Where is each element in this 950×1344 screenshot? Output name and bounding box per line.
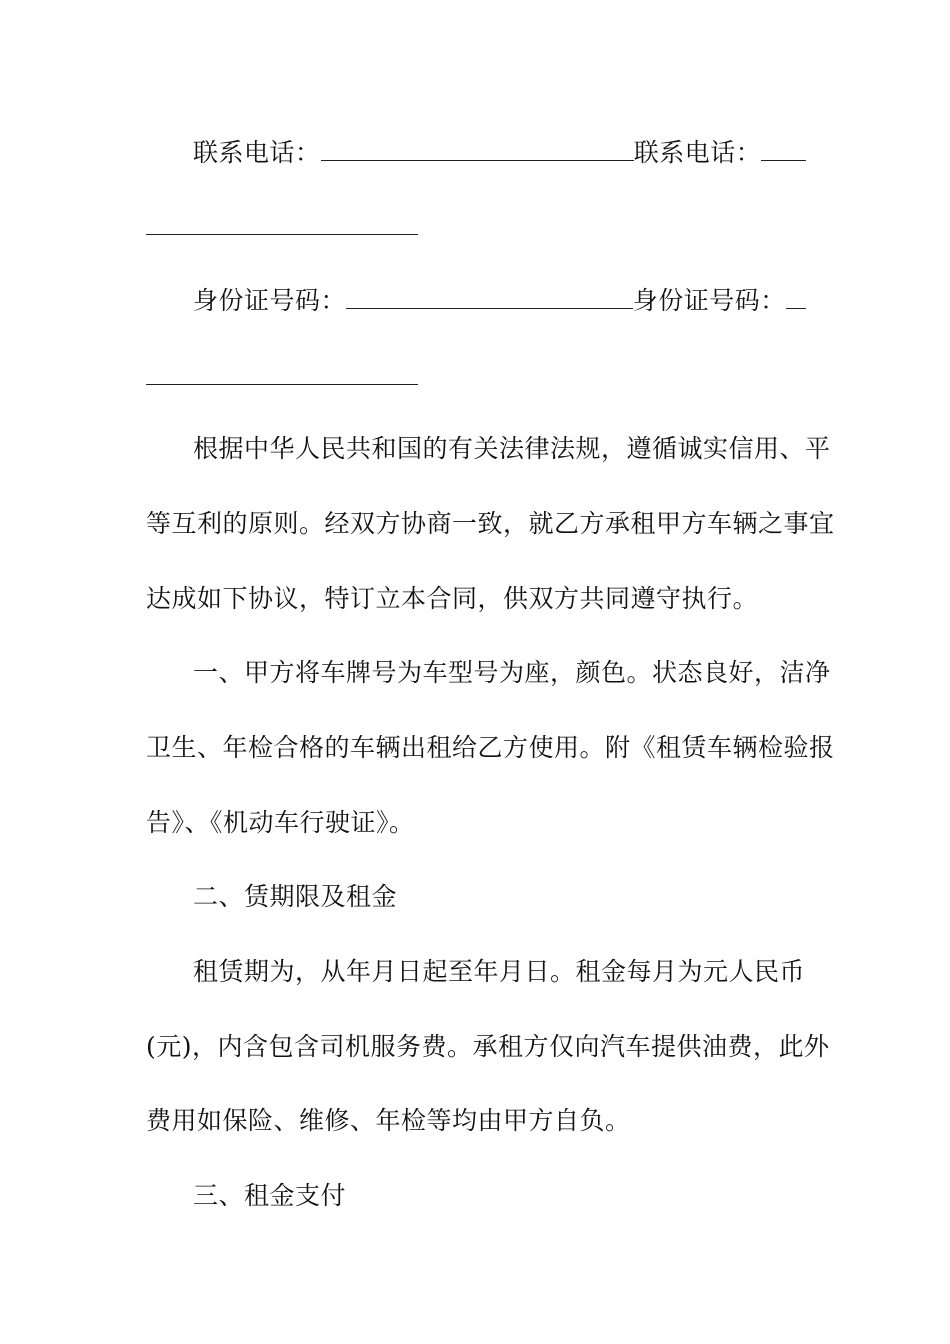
contact-phone-blank-b[interactable]: [761, 138, 806, 161]
id-number-blank-a[interactable]: [346, 286, 633, 309]
clause2-line-1: 租赁期为，从年月日起至年月日。租金每月为元人民币: [193, 957, 806, 986]
id-number-label-a: 身份证号码：: [193, 286, 347, 315]
clause1-line-1: 一、甲方将车牌号为车型号为座，颜色。状态良好，洁净: [193, 658, 831, 687]
id-number-row: [193, 286, 806, 316]
clause2-title: 二、赁期限及租金: [193, 882, 398, 911]
contact-phone-row: [193, 138, 806, 168]
intro-line-2: 等互利的原则。经双方协商一致，就乙方承租甲方车辆之事宜: [146, 509, 835, 538]
clause2-line-2: (元)，内含包含司机服务费。承租方仅向汽车提供油费，此外: [146, 1032, 830, 1061]
contact-phone-label-b: 联系电话：: [633, 138, 762, 167]
clause1-line-3: 告》、《机动车行驶证》。: [146, 808, 415, 837]
clause1-line-2: 卫生、年检合格的车辆出租给乙方使用。附《租赁车辆检验报: [146, 733, 835, 762]
intro-line-3: 达成如下协议，特订立本合同，供双方共同遵守执行。: [146, 584, 759, 613]
id-number-label-b: 身份证号码：: [632, 286, 786, 315]
id-number-blank-continued[interactable]: [146, 384, 418, 385]
clause3-title: 三、租金支付: [193, 1181, 347, 1210]
clause2-line-3: 费用如保险、维修、年检等均由甲方自负。: [146, 1106, 631, 1135]
contact-phone-label-a: 联系电话：: [193, 138, 321, 167]
id-number-blank-b[interactable]: [786, 286, 806, 309]
intro-line-1: 根据中华人民共和国的有关法律法规，遵循诚实信用、平: [193, 434, 831, 463]
contact-phone-blank-a[interactable]: [321, 138, 634, 161]
contact-phone-blank-continued[interactable]: [146, 234, 418, 235]
